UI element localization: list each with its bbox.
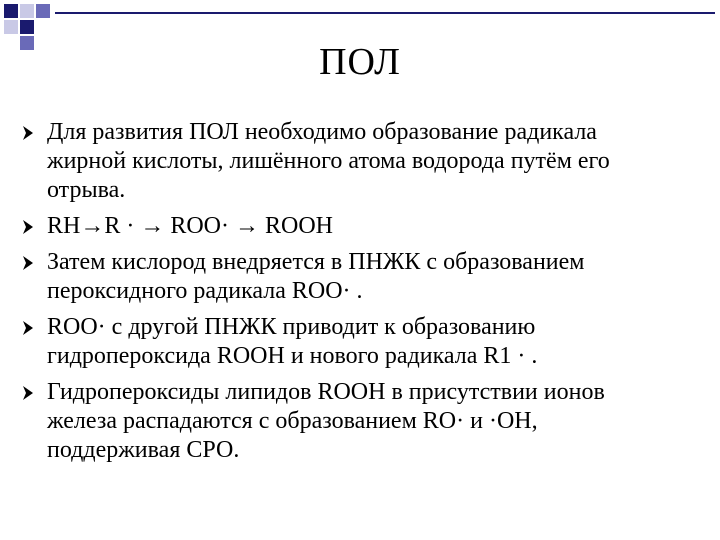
arrowhead-bullet-icon xyxy=(20,378,36,407)
bullet-text: Затем кислород внедряется в ПНЖК с образованием пероксидного радикала ROO· . xyxy=(47,249,585,304)
list-item xyxy=(20,313,710,371)
deco-square xyxy=(4,4,18,18)
slide-title-text: ПОЛ xyxy=(319,41,401,83)
deco-square xyxy=(20,20,34,34)
bullet-text: Гидропероксиды липидов ROOH в присутствии ионов железа распадаются с образованием RO· и ·OH, поддерживая СРО. xyxy=(47,379,605,463)
arrowhead-bullet-icon xyxy=(20,313,36,342)
list-item xyxy=(20,212,710,241)
bullet-text: Для развития ПОЛ необходимо образование радикала жирной кислоты, лишённого атома водорода путём его отрыва. xyxy=(47,119,610,203)
bullet-text: RH→R · → ROO· → ROOH xyxy=(47,213,334,239)
deco-square xyxy=(4,20,18,34)
arrowhead-bullet-icon xyxy=(20,248,36,277)
deco-square xyxy=(36,4,50,18)
list-item xyxy=(20,248,710,306)
arrowhead-bullet-icon xyxy=(20,118,36,147)
bullet-list xyxy=(20,118,710,465)
header-rule xyxy=(55,12,715,14)
list-item xyxy=(20,378,710,465)
slide-title xyxy=(0,40,720,84)
arrowhead-bullet-icon xyxy=(20,212,36,241)
list-item xyxy=(20,118,710,205)
deco-square xyxy=(20,4,34,18)
bullet-text: ROO· с другой ПНЖК приводит к образованию гидропероксида ROOH и нового радикала R1 · . xyxy=(47,314,538,369)
